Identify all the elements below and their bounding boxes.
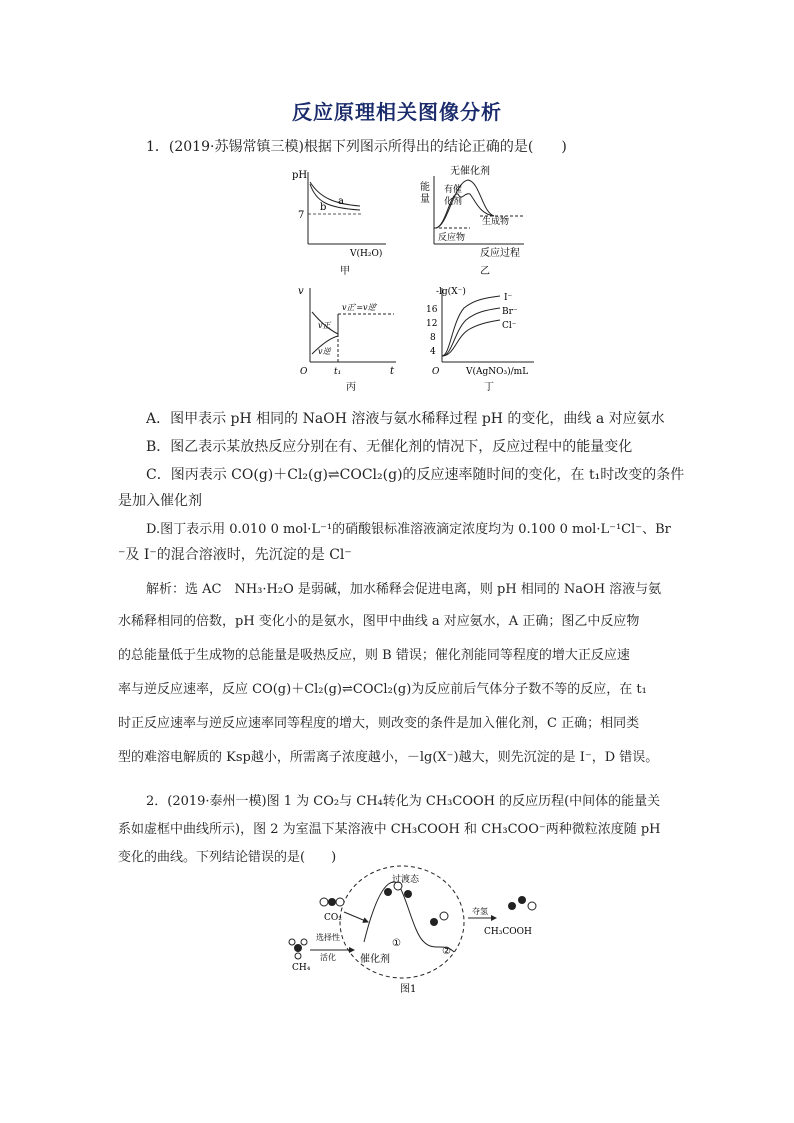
y-label: pH	[292, 170, 308, 181]
page-title: 反应原理相关图像分析	[292, 100, 502, 124]
curve-br	[442, 308, 500, 356]
caption-yi: 乙	[480, 266, 490, 277]
x-label: V(H₂O)	[350, 249, 383, 259]
svg-text:CO₂: CO₂	[324, 913, 342, 923]
label-reactant: 反应物	[438, 233, 466, 243]
option-b: B．图乙表示某放热反应分别在有、无催化剂的情况下，反应过程中的能量变化	[146, 439, 633, 455]
svg-text:O: O	[432, 367, 440, 377]
option-a: A．图甲表示 pH 相同的 NaOH 溶液与氨水稀释过程 pH 的变化，曲线 a 对应氨水	[146, 411, 665, 427]
caption-ding: 丁	[484, 382, 494, 393]
svg-text:t: t	[390, 366, 395, 377]
q2-line1: 2．(2019·泰州一模)图 1 为 CO₂与 CH₄转化为 CH₃COOH 的反应历程(中间体的能量关	[146, 794, 661, 809]
q1-stem: 1．(2019·苏锡常镇三模)根据下列图示所得出的结论正确的是( )	[146, 139, 567, 155]
answer-line4: 率与逆反应速率，反应 CO(g)＋Cl₂(g)⇌COCl₂(g)为反应前后气体分子数不等的反应，在 t₁	[118, 682, 647, 697]
option-c-line2: 是加入催化剂	[118, 493, 202, 509]
curve-b	[310, 184, 360, 210]
answer-line2: 水稀释相同的倍数，pH 变化小的是氨水，图甲中曲线 a 对应氨水，A 正确；图乙中反应物	[118, 614, 640, 629]
svg-text:-lg(X⁻): -lg(X⁻)	[436, 287, 466, 297]
svg-text:4: 4	[430, 347, 436, 357]
svg-text:催化剂: 催化剂	[360, 954, 390, 965]
caption-jia: 甲	[340, 266, 350, 277]
caption-fig1: 图1	[400, 984, 417, 995]
svg-text:活化: 活化	[320, 953, 336, 962]
svg-text:v正: v正	[318, 321, 331, 330]
svg-text:化剂: 化剂	[444, 197, 463, 207]
curve-cl	[442, 320, 500, 356]
svg-text:选择性: 选择性	[316, 933, 340, 942]
figure-1	[284, 862, 544, 998]
figure-jia	[280, 162, 390, 282]
svg-text:8: 8	[430, 333, 436, 343]
q2-line3: 变化的曲线。下列结论错误的是( )	[118, 850, 337, 865]
answer-line1: 解析：选 AC NH₃·H₂O 是弱碱，加水稀释会促进电离，则 pH 相同的 NaOH 溶液与氨	[146, 582, 662, 597]
figure-yi	[420, 162, 530, 282]
option-d-line1: D.图丁表示用 0.010 0 mol·L⁻¹的硝酸银标准溶液滴定浓度均为 0.100 0 mol·L⁻¹Cl⁻、Br	[146, 522, 671, 537]
option-c-line1: C．图丙表示 CO(g)＋Cl₂(g)⇌COCl₂(g)的反应速率随时间的变化，在 t₁时改变的条件	[146, 467, 685, 483]
option-d-line2: ⁻及 I⁻的混合溶液时，先沉淀的是 Cl⁻	[118, 547, 352, 563]
answer-line3: 的总能量低于生成物的总能量是吸热反应，则 B 错误；催化剂能同等程度的增大正反应速	[118, 648, 630, 663]
svg-text:16: 16	[426, 305, 438, 315]
svg-text:夺氢: 夺氢	[472, 907, 488, 916]
label-b: b	[320, 202, 327, 213]
svg-text:有催: 有催	[444, 185, 463, 195]
label-product: 生成物	[482, 217, 510, 227]
label-no-catalyst: 无催化剂	[450, 166, 490, 177]
svg-text:Cl⁻: Cl⁻	[502, 321, 517, 331]
label-a: a	[338, 196, 344, 207]
x-label: 反应过程	[480, 248, 520, 259]
q2-line2: 系如虚框中曲线所示)，图 2 为室温下某溶液中 CH₃COOH 和 CH₃COO⁻两种微粒浓度随 pH	[118, 822, 661, 837]
svg-text:②: ②	[442, 946, 451, 957]
tick-7: 7	[298, 210, 305, 221]
svg-text:能: 能	[420, 182, 430, 193]
curve-a	[310, 182, 360, 206]
svg-text:v正′=v逆′: v正′=v逆′	[342, 303, 378, 312]
svg-text:12: 12	[426, 319, 438, 329]
answer-line6: 型的难溶电解质的 Ksp越小，所需离子浓度越小，－lg(X⁻)越大，则先沉淀的是 I⁻，D 错误。	[118, 750, 659, 765]
svg-text:量: 量	[420, 194, 430, 205]
svg-text:V(AgNO₃)/mL: V(AgNO₃)/mL	[466, 367, 529, 377]
answer-line5: 时正反应速率与逆反应速率同等程度的增大，则改变的条件是加入催化剂，C 正确；相同类	[118, 716, 640, 731]
caption-bing: 丙	[346, 382, 356, 393]
svg-text:Br⁻: Br⁻	[502, 307, 518, 317]
svg-text:过渡态: 过渡态	[392, 875, 420, 885]
svg-text:CH₃COOH: CH₃COOH	[484, 927, 532, 937]
figure-bing	[296, 282, 406, 394]
svg-text:t₁: t₁	[334, 367, 342, 377]
svg-text:①: ①	[392, 938, 401, 949]
svg-text:I⁻: I⁻	[504, 293, 513, 303]
svg-text:O: O	[300, 367, 308, 377]
svg-text:CH₄: CH₄	[292, 963, 311, 973]
figure-ding	[424, 282, 550, 394]
svg-text:v: v	[298, 286, 304, 297]
svg-text:v逆: v逆	[318, 347, 331, 356]
